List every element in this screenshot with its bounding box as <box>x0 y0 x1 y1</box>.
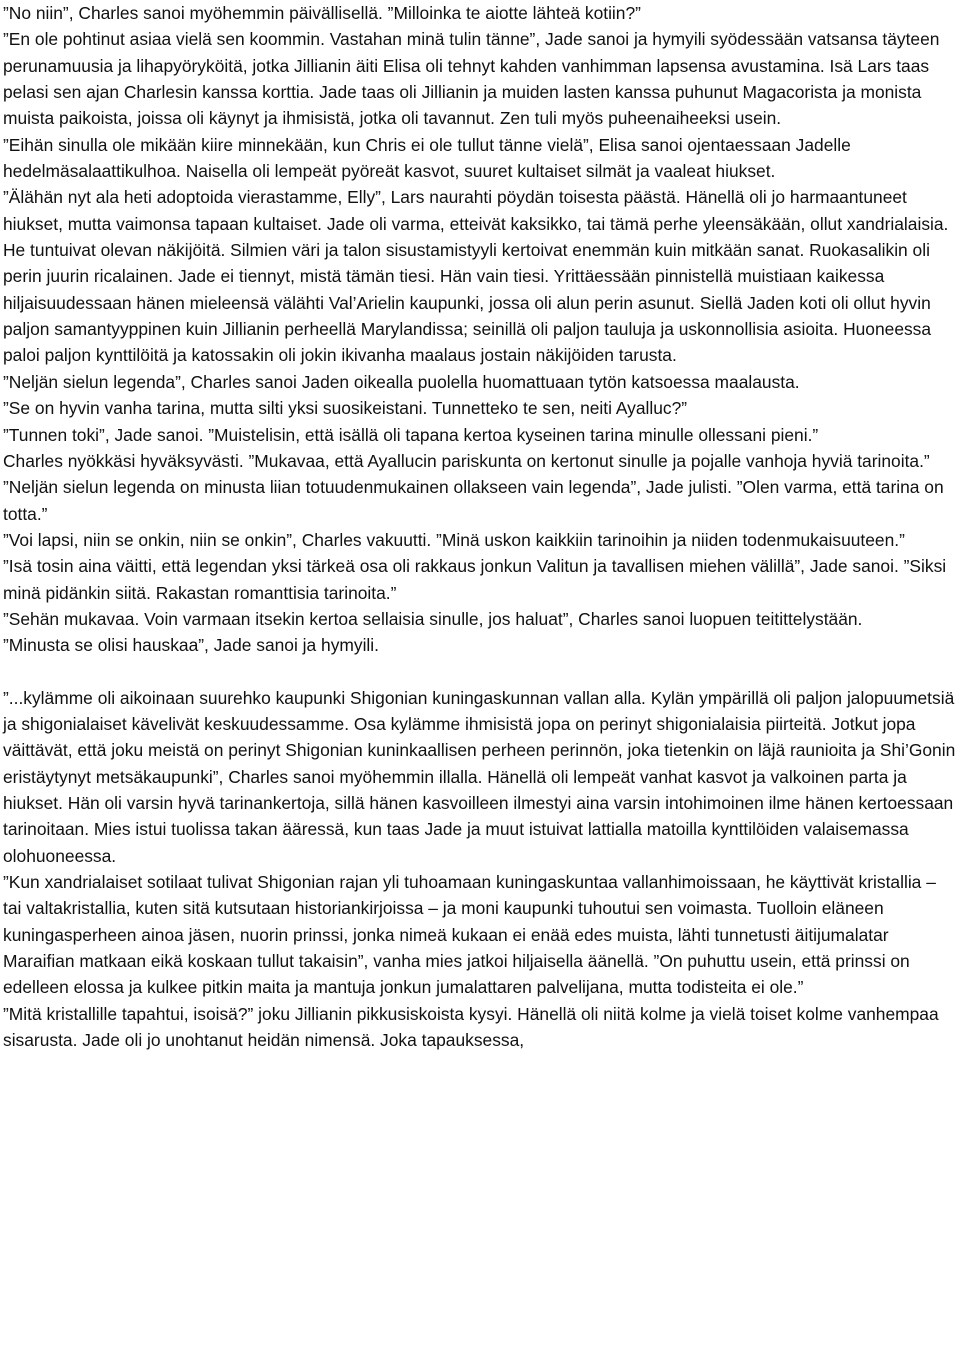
story-paragraph: ”Mitä kristallille tapahtui, isoisä?” joku Jillianin pikkusiskoista kysyi. Hänellä oli niitä kolme ja vielä toiset kolme vanhempaa sisarusta. Jade oli jo unohtanut heidän nimensä. Joka tapauksessa, <box>3 1003 944 1051</box>
paragraph: ”Tunnen toki”, Jade sanoi. ”Muistelisin, että isällä oli tapana kertoa kyseinen tarina minulle ollessani pieni.” <box>3 424 819 445</box>
paragraph: ”Neljän sielun legenda”, Charles sanoi Jaden oikealla puolella huomattuaan tytön katsoessa maalausta. <box>3 371 800 392</box>
paragraph: Charles nyökkäsi hyväksyvästi. ”Mukavaa, että Ayallucin pariskunta on kertonut sinulle ja pojalle vanhoja hyviä tarinoita.” <box>3 450 930 471</box>
document-page <box>3 0 960 1053</box>
paragraph: ”No niin”, Charles sanoi myöhemmin päivällisellä. ”Milloinka te aiotte lähteä kotiin?” <box>3 3 641 23</box>
paragraph: ”Isä tosin aina väitti, että legendan yksi tärkeä osa oli rakkaus jonkun Valitun ja tavallisen miehen välillä”, Jade sanoi. ”Siksi minä pidänkin siitä. Rakastan romanttisia tarinoita.” <box>3 556 951 603</box>
story-paragraph: ”Kun xandrialaiset sotilaat tulivat Shigonian rajan yli tuhoamaan kuningaskuntaa vallanhimoissaan, he käyttivät kristallia – tai valtakristallia, kuten sitä kutsutaan historiankirjoissa – ja moni kaupunki tuhoutui sen voimasta. Tuolloin eläneen kuningasperheen ainoa jäsen, nuorin prinssi, jonka nimeä kukaan ei enää edes muista, lähti tunnetusti äitijumalatar Maraifian matkaan eikä koskaan tullut takaisin”, vanha mies jatkoi hiljaisella äänellä. ”On puhuttu usein, että prinssi on edelleen elossa ja kulkee pitkin maita ja mantuja jonkun jumalattaren palvelijana, mutta todisteita ei ole.” <box>3 872 941 998</box>
paragraph: ”En ole pohtinut asiaa vielä sen koommin. Vastahan minä tulin tänne”, Jade sanoi ja hymyili syödessään vatsansa täyteen perunamuusia ja lihapyöryköitä, jotka Jillianin äiti Elisa oli tehnyt kahden vanhimman lapsensa avustamina. Isä Lars taas pelasi sen ajan Charlesin kanssa korttia. Jade taas oli Jillianin ja muiden lasten kanssa puhunut Magacorista ja monista muista paikoista, joissa oli käynyt ja ihmisistä, jotka oli tavannut. Zen tuli myös puheenaiheeksi usein. <box>3 29 945 129</box>
paragraph: ”Voi lapsi, niin se onkin, niin se onkin”, Charles vakuutti. ”Minä uskon kaikkiin tarinoihin ja niiden todenmukaisuuteen.” <box>3 529 905 550</box>
paragraph: ”Sehän mukavaa. Voin varmaan itsekin kertoa sellaisia sinulle, jos haluat”, Charles sanoi luopuen teitittelystään. <box>3 608 863 629</box>
paragraph: ”Neljän sielun legenda on minusta liian totuudenmukainen ollakseen vain legenda”, Jade julisti. ”Olen varma, että tarina on totta.” <box>3 477 949 524</box>
story-paragraph: ”...kylämme oli aikoinaan suurehko kaupunki Shigonian kuningaskunnan vallan alla. Kylän ympärillä oli paljon jalopuumetsiä ja shigonialaiset kävelivät keskuudessamme. Osa kylämme ihmisistä jopa on perinyt shigonialaisia piirteitä. Jotkut jopa väittävät, että joku meistä on perinyt Shigonian kuninkaallisen perheen perinnön, joka tietenkin on läjä raunioita ja Shi’Gonin eristäytynyt metsäkaupunki”, Charles sanoi myöhemmin illalla. Hänellä oli lempeät vanhat kasvot ja valkoinen parta ja hiukset. Hän oli varsin hyvä tarinankertoja, sillä hänen kasvoilleen ilmestyi aina varsin intohimoinen ilme hänen kertoessaan tarinoitaan. Mies istui tuolissa takan ääressä, kun taas Jade ja muut istuivat lattialla matoilla kynttilöiden valaisemassa olohuoneessa. <box>3 687 960 866</box>
paragraph: ”Älähän nyt ala heti adoptoida vierastamme, Elly”, Lars naurahti pöydän toisesta päästä. Hänellä oli jo harmaantuneet hiukset, mutta vaimonsa tapaan kultaiset. Jade oli varma, etteivät kaksikko, tai tämä perhe yleensäkään, ollut xandrialaisia. He tuntuivat olevan näkijöitä. Silmien väri ja talon sisustamistyyli kertoivat enemmän kuin mitkään sanat. Ruokasalikin oli perin juurin ricalainen. Jade ei tiennyt, mistä tämän tiesi. Hän vain tiesi. Yrittäessään pinnistellä muistiaan kaikessa hiljaisuudessaan hänen mieleensä välähti Val’Arielin kaupunki, jossa oli alun perin asunut. Siellä Jaden koti oli ollut hyvin paljon samantyyppinen kuin Jillianin perheellä Marylandissa; seinillä oli paljon tauluja ja uskonnollisia asioita. Huoneessa paloi paljon kynttilöitä ja katossakin oli jokin ikivanha maalaus jostain näkijöiden tarusta. <box>3 187 954 366</box>
paragraph: ”Eihän sinulla ole mikään kiire minnekään, kun Chris ei ole tullut tänne vielä”, Elisa sanoi ojentaessaan Jadelle hedelmäsalaattikulhoa. Naisella oli lempeät pyöreät kasvot, suuret kultaiset silmät ja vaaleat hiukset. <box>3 134 856 182</box>
paragraph: ”Se on hyvin vanha tarina, mutta silti yksi suosikeistani. Tunnetteko te sen, neiti Ayalluc?” <box>3 398 688 419</box>
paragraph: ”Minusta se olisi hauskaa”, Jade sanoi ja hymyili. <box>3 635 379 656</box>
section-gap <box>3 659 957 685</box>
